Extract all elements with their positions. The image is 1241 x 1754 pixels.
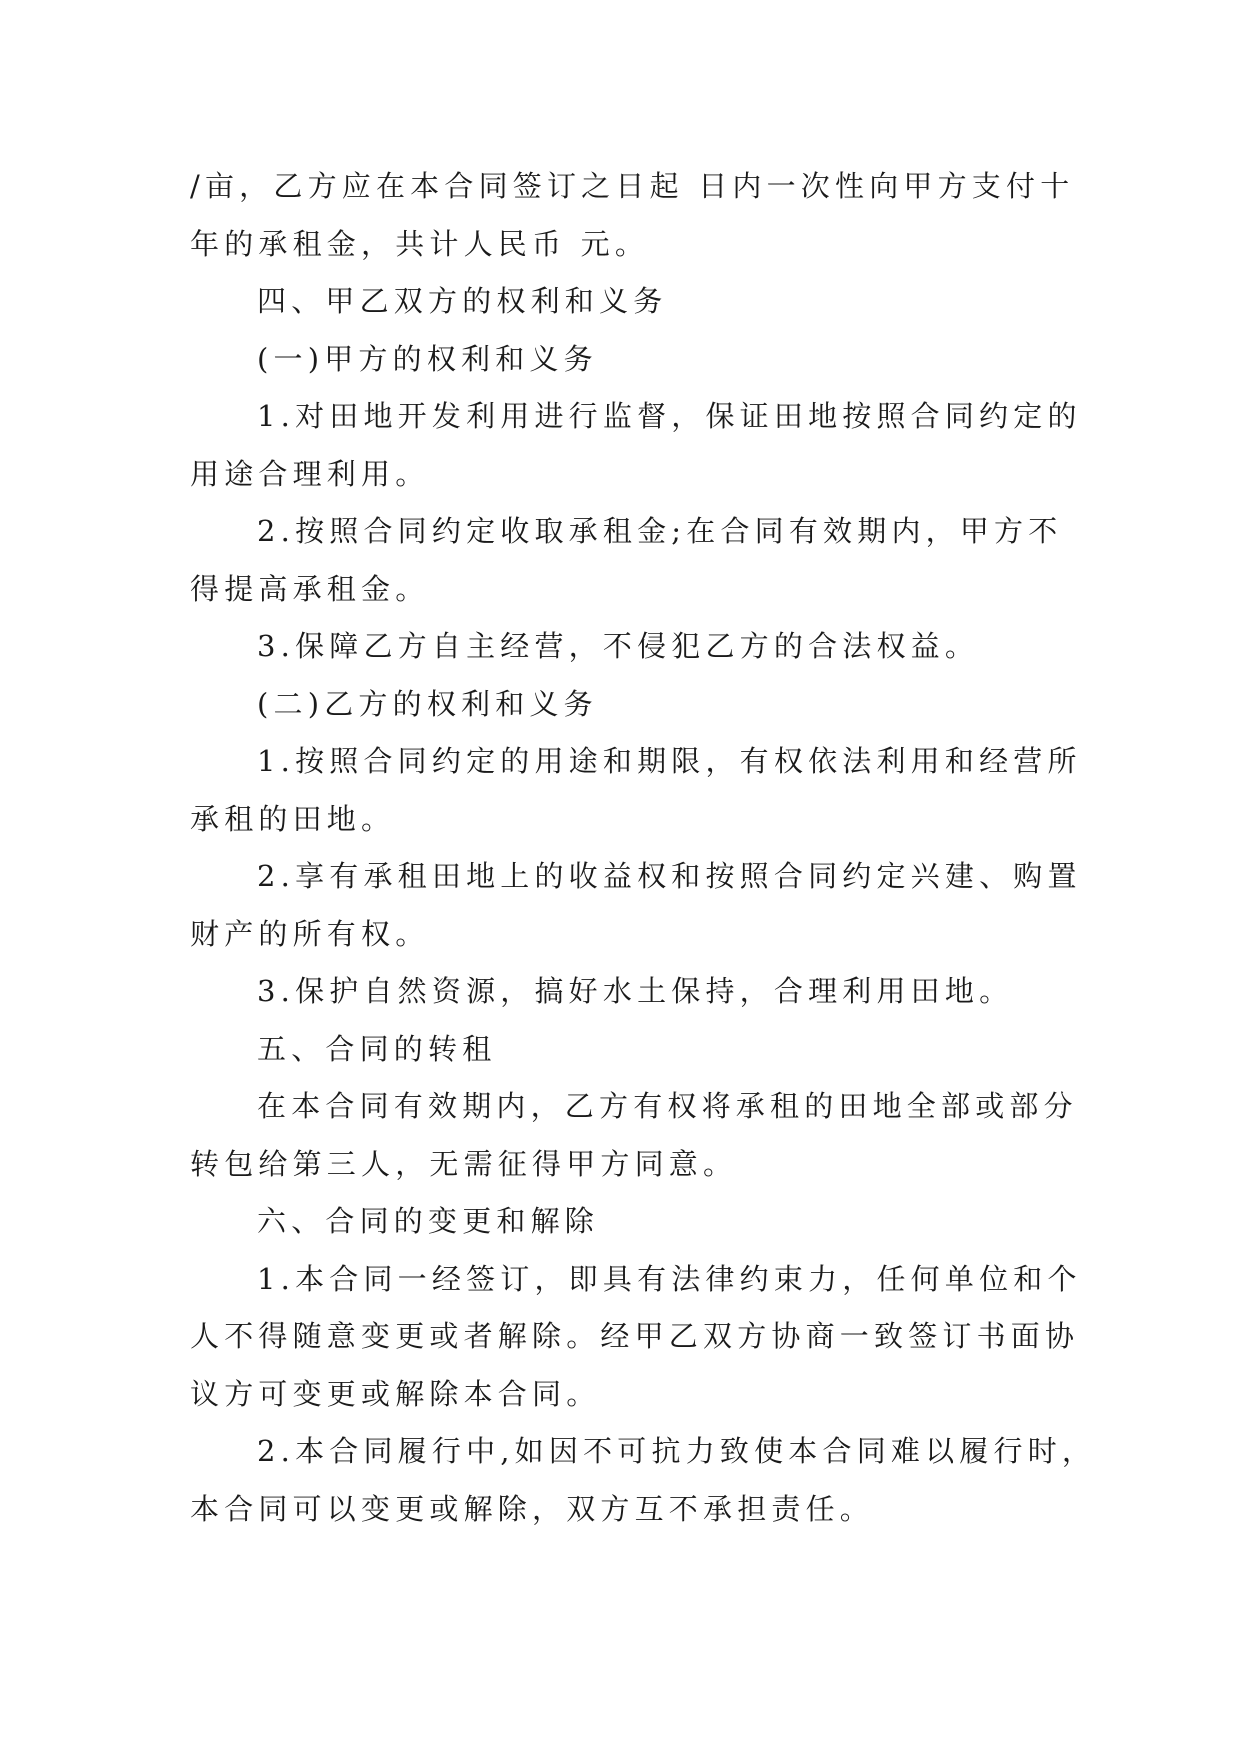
section-heading-change-termination bbox=[190, 1193, 1050, 1251]
text-line: 3.保护自然资源，搞好水土保持，合理利用田地。 bbox=[257, 974, 1014, 1008]
paragraph-party-a-item-1 bbox=[190, 388, 1082, 503]
text-line: (二)乙方的权利和义务 bbox=[257, 686, 598, 721]
text-line: 2.享有承租田地上的收益权和按照合同约定兴建、购置 bbox=[257, 859, 1082, 893]
paragraph-rent-payment bbox=[190, 158, 1075, 273]
subsection-heading-party-b bbox=[190, 676, 1050, 734]
text-line: 3.保障乙方自主经营，不侵犯乙方的合法权益。 bbox=[257, 629, 980, 663]
paragraph-party-b-item-1 bbox=[190, 733, 1082, 848]
text-line: 人不得随意变更或者解除。经甲乙双方协商一致签订书面协 bbox=[190, 1319, 1080, 1353]
text-line: 1.按照合同约定的用途和期限，有权依法利用和经营所 bbox=[257, 744, 1082, 778]
subsection-heading-party-a bbox=[190, 331, 1050, 389]
paragraph-party-b-item-3 bbox=[190, 963, 1050, 1021]
paragraph-change-item-2 bbox=[190, 1423, 1097, 1538]
text-line: 在本合同有效期内，乙方有权将承租的田地全部或部分 bbox=[257, 1089, 1078, 1123]
text-line: 议方可变更或解除本合同。 bbox=[190, 1376, 601, 1411]
text-line: 2.按照合同约定收取承租金;在合同有效期内，甲方不 bbox=[257, 514, 1063, 548]
text-line: 本合同可以变更或解除，双方互不承担责任。 bbox=[190, 1491, 875, 1526]
text-line: 六、合同的变更和解除 bbox=[257, 1204, 600, 1238]
paragraph-party-b-item-2 bbox=[190, 848, 1082, 963]
text-line: 五、合同的转租 bbox=[257, 1031, 497, 1066]
text-line: 得提高承租金。 bbox=[190, 571, 430, 606]
paragraph-party-a-item-2 bbox=[190, 503, 1063, 618]
text-line: 四、甲乙双方的权利和义务 bbox=[257, 284, 668, 318]
text-line: 2.本合同履行中,如因不可抗力致使本合同难以履行时， bbox=[257, 1434, 1097, 1468]
text-line: 1.本合同一经签订，即具有法律约束力，任何单位和个 bbox=[257, 1261, 1082, 1296]
text-line: 承租的田地。 bbox=[190, 801, 396, 836]
section-heading-rights-obligations bbox=[190, 273, 1050, 331]
text-line: 年的承租金，共计人民币 元。 bbox=[190, 226, 650, 261]
paragraph-change-item-1 bbox=[190, 1251, 1082, 1424]
text-line: /亩，乙方应在本合同签订之日起 日内一次性向甲方支付十 bbox=[190, 169, 1075, 203]
text-line: 财产的所有权。 bbox=[190, 916, 430, 951]
text-line: (一)甲方的权利和义务 bbox=[257, 341, 598, 376]
text-line: 转包给第三人，无需征得甲方同意。 bbox=[190, 1146, 738, 1181]
text-line: 1.对田地开发利用进行监督，保证田地按照合同约定的 bbox=[257, 399, 1082, 433]
paragraph-sublease bbox=[190, 1078, 1078, 1193]
paragraph-party-a-item-3 bbox=[190, 618, 1050, 676]
text-line: 用途合理利用。 bbox=[190, 456, 430, 491]
section-heading-sublease bbox=[190, 1021, 1050, 1079]
document-body bbox=[190, 158, 1097, 1538]
